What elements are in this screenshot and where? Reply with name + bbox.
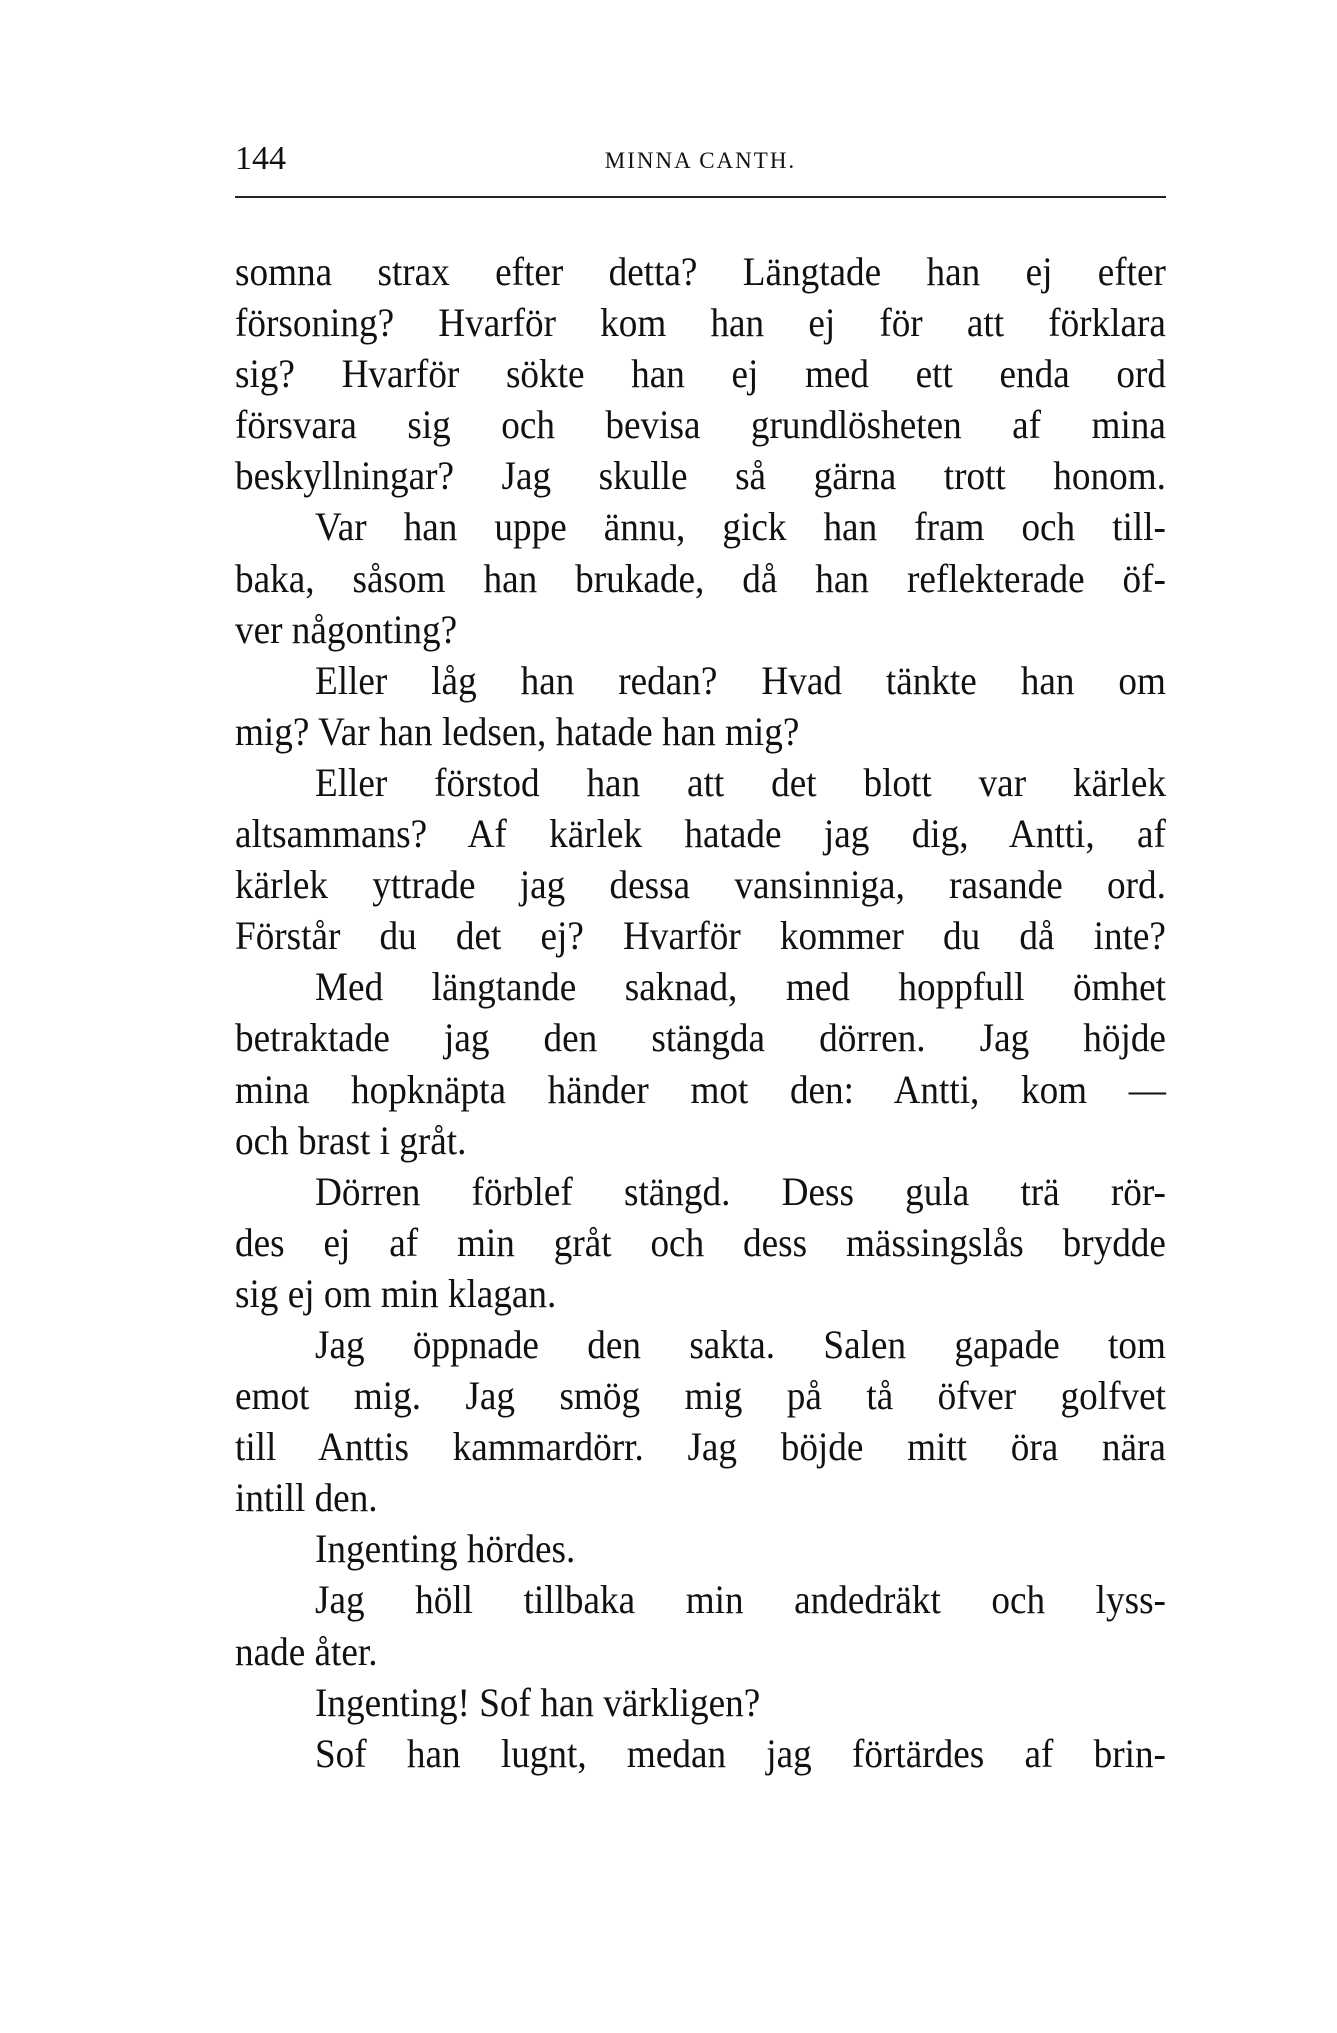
text-line: intill den. — [235, 1475, 378, 1521]
text-line: sig ej om min klagan. — [235, 1270, 557, 1316]
text-line: ver någonting? — [235, 606, 458, 652]
header-rule — [235, 196, 1166, 198]
text-line: Med längtande saknad, med hoppfull ömhet — [314, 964, 1166, 1010]
text-line: och brast i gråt. — [235, 1117, 467, 1163]
text-line: Dörren förblef stängd. Dess gula trä rör- — [314, 1168, 1166, 1214]
text-line: Sof han lugnt, medan jag förtärdes af brin- — [314, 1730, 1166, 1776]
text-line: des ej af min gråt och dess mässingslås brydde — [235, 1219, 1166, 1265]
running-header — [235, 140, 1166, 190]
text-line: Eller låg han redan? Hvad tänkte han om — [314, 657, 1166, 703]
body-text — [235, 246, 1166, 1779]
text-line: beskyllningar? Jag skulle så gärna trott honom. — [235, 453, 1166, 499]
text-line: Var han uppe ännu, gick han fram och till- — [314, 504, 1166, 550]
text-line: emot mig. Jag smög mig på tå öfver golfvet — [235, 1373, 1166, 1419]
text-line: försoning? Hvarför kom han ej för att förklara — [235, 300, 1166, 346]
text-line: till Anttis kammardörr. Jag böjde mitt öra nära — [235, 1424, 1166, 1470]
text-line: Jag höll tillbaka min andedräkt och lyss- — [314, 1577, 1166, 1623]
page-number: 144 — [235, 140, 286, 177]
text-line: Eller förstod han att det blott var kärlek — [314, 759, 1166, 805]
text-line: Jag öppnade den sakta. Salen gapade tom — [314, 1321, 1166, 1367]
text-line: baka, såsom han brukade, då han reflekterade öf- — [235, 555, 1166, 601]
text-line: nade åter. — [235, 1628, 378, 1674]
text-line: försvara sig och bevisa grundlösheten af mina — [235, 402, 1166, 448]
text-line: kärlek yttrade jag dessa vansinniga, rasande ord. — [235, 862, 1166, 908]
text-line: sig? Hvarför sökte han ej med ett enda ord — [235, 351, 1166, 397]
text-line: Förstår du det ej? Hvarför kommer du då inte? — [235, 913, 1166, 959]
text-line: mina hopknäpta händer mot den: Antti, kom — — [235, 1066, 1166, 1112]
text-line: somna strax efter detta? Längtade han ej efter — [235, 249, 1166, 294]
text-line: Ingenting hördes. — [314, 1526, 576, 1572]
text-line: mig? Var han ledsen, hatade han mig? — [235, 708, 800, 754]
text-line: betraktade jag den stängda dörren. Jag höjde — [235, 1015, 1166, 1061]
text-line: Ingenting! Sof han värkligen? — [314, 1679, 761, 1725]
running-head-title: MINNA CANTH. — [604, 148, 797, 173]
text-line: altsammans? Af kärlek hatade jag dig, Antti, af — [235, 811, 1166, 857]
